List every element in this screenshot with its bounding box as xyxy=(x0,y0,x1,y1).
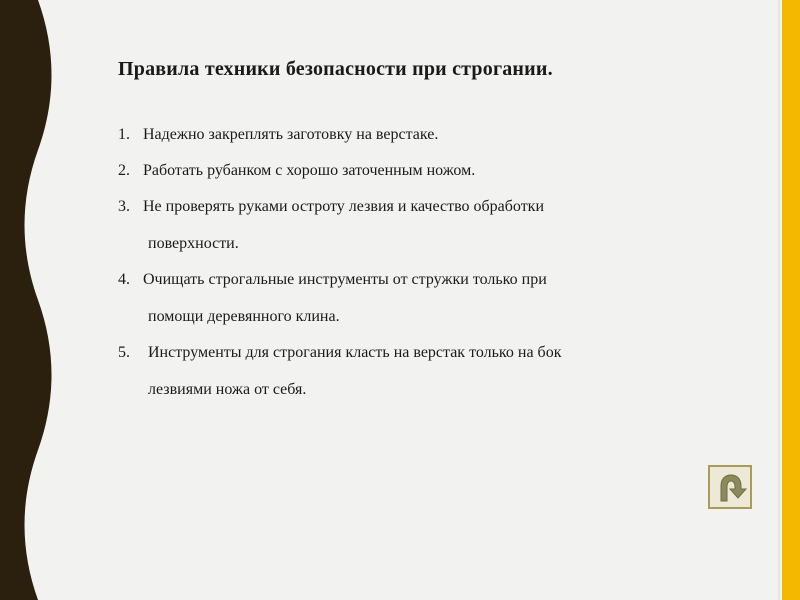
rule-text: Инструменты для строгания класть на верстак только на бок xyxy=(148,344,562,361)
rule-number: 4. xyxy=(118,271,130,288)
rule-text-continued: помощи деревянного клина. xyxy=(148,308,340,325)
rule-number: 1. xyxy=(118,126,130,143)
wavy-left-border xyxy=(0,0,64,600)
accent-bar xyxy=(782,0,800,600)
rule-item xyxy=(118,271,738,326)
divider-line xyxy=(778,0,780,600)
rule-number: 3. xyxy=(118,198,130,215)
rule-text: Надежно закреплять заготовку на верстаке. xyxy=(143,126,439,143)
rule-text-continued: поверхности. xyxy=(148,235,239,252)
rule-text-continued: лезвиями ножа от себя. xyxy=(148,381,307,398)
rule-text: Не проверять руками остроту лезвия и качество обработки xyxy=(143,198,545,215)
rule-text: Очищать строгальные инструменты от стружки только при xyxy=(143,271,547,288)
rule-text: Работать рубанком с хорошо заточенным ножом. xyxy=(143,162,476,179)
rule-item xyxy=(118,162,738,180)
rule-number: 5. xyxy=(118,344,130,361)
u-turn-arrow-icon xyxy=(710,467,750,507)
rule-item xyxy=(118,126,738,144)
slide-title: Правила техники безопасности при строгании. xyxy=(118,58,553,80)
rule-number: 2. xyxy=(118,162,130,179)
rules-list xyxy=(118,126,738,399)
rule-item xyxy=(118,198,738,253)
rule-item xyxy=(118,344,738,399)
back-button[interactable] xyxy=(708,465,752,509)
